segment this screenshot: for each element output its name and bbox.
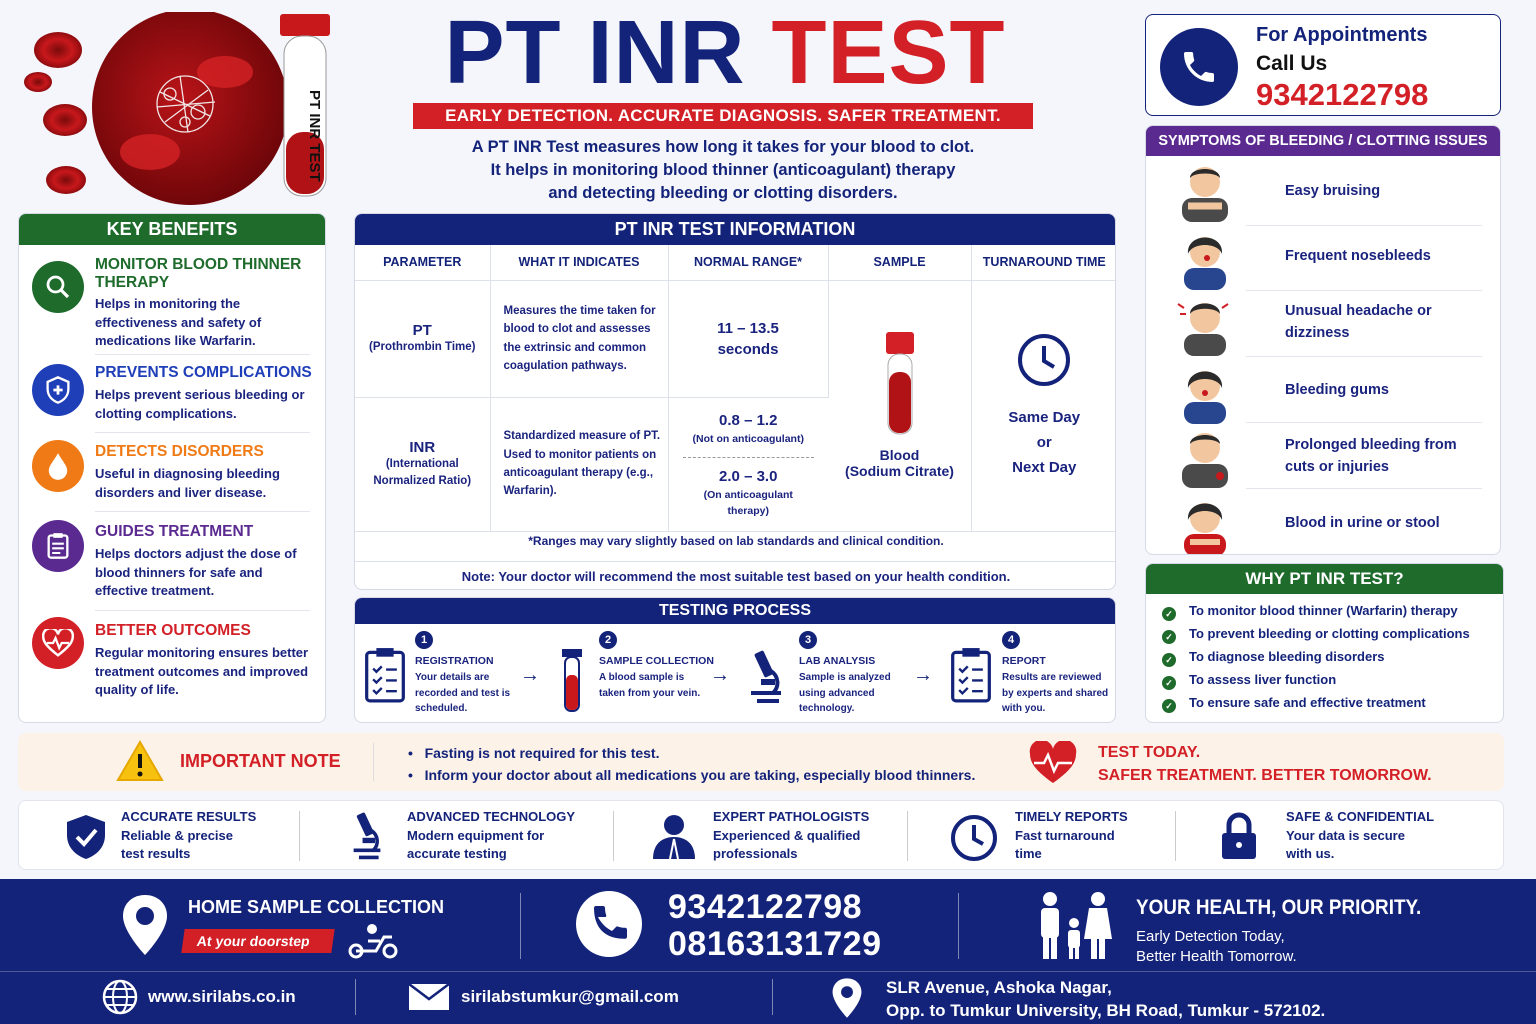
why-item	[1162, 649, 1385, 667]
feature-desc	[1015, 827, 1115, 863]
phone-icon	[1160, 28, 1238, 106]
range-sub: (Not on anticoagulant)	[692, 432, 804, 445]
indicates-cell: Measures the time taken for blood to clot and assesses the extrinsic and common coagulation pathways.	[490, 280, 668, 397]
check-icon: ✓	[1162, 630, 1176, 644]
range-value: 2.0 – 3.0	[719, 467, 778, 485]
why-item	[1162, 603, 1458, 621]
doctor-icon	[651, 813, 697, 861]
parameter-cell	[355, 280, 490, 397]
location-pin-icon	[120, 893, 170, 957]
divider	[1246, 356, 1482, 357]
note-bullet: • Fasting is not required for this test.	[408, 745, 660, 761]
divider	[907, 811, 908, 861]
divider	[95, 354, 310, 355]
important-note-bar	[18, 733, 1504, 791]
parameter-name: INR	[409, 438, 436, 456]
benefit-title: MONITOR BLOOD THINNER THERAPY	[95, 256, 302, 291]
note-text: Fasting is not required for this test.	[424, 745, 660, 761]
feature-desc	[1286, 827, 1405, 863]
priority-text	[1136, 927, 1297, 967]
column-header: WHAT IT INDICATES	[490, 245, 668, 280]
check-icon: ✓	[1162, 653, 1176, 667]
tagline: EARLY DETECTION. ACCURATE DIAGNOSIS. SAFER TREATMENT.	[413, 103, 1033, 129]
important-note-label: IMPORTANT NOTE	[180, 751, 341, 771]
cta-line: SAFER TREATMENT. BETTER TOMORROW.	[1098, 767, 1432, 784]
doorstep-badge: At your doorstep	[181, 929, 334, 953]
sample-cell	[828, 280, 971, 531]
website-link[interactable]: www.sirilabs.co.in	[148, 987, 296, 1006]
benefit-desc: Regular monitoring ensures better treatment outcomes and improved quality of life.	[95, 645, 309, 697]
symptom-text: Blood in urine or stool	[1285, 515, 1440, 531]
divider	[299, 811, 300, 861]
person-pain-icon	[1176, 494, 1234, 555]
drop-icon	[32, 440, 84, 492]
person-cut-icon	[1176, 426, 1234, 488]
feature-title: ADVANCED TECHNOLOGY	[407, 809, 576, 824]
test-information-title: PT INR TEST INFORMATION	[355, 214, 1115, 245]
person-nosebleed-icon	[1176, 228, 1234, 290]
divider	[95, 511, 310, 512]
column-header: PARAMETER	[355, 245, 490, 280]
range-value: 11 – 13.5 seconds	[717, 319, 779, 358]
scooter-icon	[346, 923, 400, 959]
blood-tube-icon	[884, 332, 916, 436]
arrow-right-icon: →	[913, 664, 933, 686]
intro-line: A PT INR Test measures how long it takes for your blood to clot.	[471, 138, 975, 156]
feature-line: Experienced & qualified	[713, 828, 861, 843]
intro-text	[400, 136, 1046, 205]
symptoms-panel	[1145, 125, 1501, 555]
check-icon: ✓	[1162, 676, 1176, 690]
mail-icon	[408, 983, 450, 1011]
step-number: 2	[599, 631, 617, 649]
report-icon	[949, 647, 993, 703]
doctor-note: Note: Your doctor will recommend the most suitable test based on your health condition.	[355, 561, 1116, 590]
magnifier-icon	[32, 261, 84, 313]
person-bruise-icon	[1176, 160, 1234, 222]
why-item	[1162, 695, 1426, 713]
hero-illustration	[20, 12, 340, 207]
clock-icon	[949, 813, 999, 863]
divider	[1175, 811, 1176, 861]
step-number: 3	[799, 631, 817, 649]
symptom-text: Unusual headache or dizziness	[1285, 303, 1432, 341]
heart-pulse-icon	[1028, 741, 1078, 785]
why-item	[1162, 626, 1470, 644]
divider	[1246, 225, 1482, 226]
phone-icon	[576, 891, 642, 957]
divider	[958, 893, 959, 959]
range-cell	[668, 397, 828, 531]
feature-line: Reliable & precise	[121, 828, 233, 843]
step-title: LAB ANALYSIS	[799, 655, 876, 667]
footer	[0, 879, 1536, 1024]
testing-process-title: TESTING PROCESS	[355, 598, 1115, 624]
warning-icon	[116, 740, 164, 782]
symptom-text: Prolonged bleeding from cuts or injuries	[1285, 437, 1457, 475]
feature-desc	[713, 827, 860, 863]
benefit-desc: Helps prevent serious bleeding or clotting complications.	[95, 387, 305, 421]
indicates-cell: Standardized measure of PT. Used to monitor patients on anticoagulant therapy (e.g., Warfarin).	[490, 397, 668, 531]
appointment-phone[interactable]: 9342122798	[1256, 77, 1429, 112]
step-title: REGISTRATION	[415, 655, 494, 667]
home-collection-label: HOME SAMPLE COLLECTION	[188, 897, 444, 917]
priority-line: Early Detection Today,	[1136, 928, 1285, 945]
arrow-right-icon: →	[710, 664, 730, 686]
parameter-sub: (Prothrombin Time)	[369, 340, 476, 353]
turnaround-line: Next Day	[1012, 458, 1077, 476]
priority-line: Better Health Tomorrow.	[1136, 948, 1297, 965]
address-line: Opp. to Tumkur University, BH Road, Tumkur - 572102.	[886, 1001, 1326, 1020]
address	[886, 976, 1325, 1022]
email-link[interactable]: sirilabstumkur@gmail.com	[461, 987, 679, 1006]
feature-desc	[121, 827, 233, 863]
divider	[520, 893, 521, 959]
benefit-title: GUIDES TREATMENT	[95, 523, 254, 540]
why-item	[1162, 672, 1336, 690]
note-bullet: • Inform your doctor about all medications you are taking, especially blood thinners.	[408, 767, 976, 783]
divider	[1246, 290, 1482, 291]
range-cell	[668, 280, 828, 397]
feature-desc	[407, 827, 544, 863]
testing-process-panel	[354, 597, 1116, 723]
divider	[0, 971, 1536, 972]
step-title: SAMPLE COLLECTION	[599, 655, 714, 667]
sample-type: Blood	[879, 447, 920, 463]
turnaround-line: Same Day	[1008, 408, 1081, 426]
note-text: Inform your doctor about all medications you are taking, especially blood thinners.	[424, 767, 976, 783]
column-header: SAMPLE	[828, 245, 971, 280]
check-icon: ✓	[1162, 607, 1176, 621]
why-text: To diagnose bleeding disorders	[1189, 649, 1385, 664]
step-desc: A blood sample is taken from your vein.	[599, 672, 701, 699]
range-value: 0.8 – 1.2	[719, 411, 778, 429]
feature-line: professionals	[713, 846, 798, 861]
turnaround-cell	[971, 280, 1116, 531]
step-desc: Your details are recorded and test is scheduled.	[415, 672, 511, 714]
divider	[373, 743, 374, 781]
globe-icon	[102, 979, 138, 1015]
arrow-right-icon: →	[520, 664, 540, 686]
why-text: To ensure safe and effective treatment	[1189, 695, 1426, 710]
test-information-panel	[354, 213, 1116, 590]
feature-line: Modern equipment for	[407, 828, 545, 843]
benefit-title: PREVENTS COMPLICATIONS	[95, 364, 312, 381]
person-headache-icon	[1176, 294, 1234, 356]
turnaround-line: or	[1036, 433, 1052, 451]
step-desc: Results are reviewed by experts and shared with you.	[1002, 672, 1109, 714]
feature-line: test results	[121, 846, 191, 861]
range-note: *Ranges may vary slightly based on lab standards and clinical condition.	[528, 534, 944, 548]
feature-title: ACCURATE RESULTS	[121, 809, 257, 824]
test-information-table	[355, 245, 1116, 532]
divider	[95, 432, 310, 433]
symptom-text: Easy bruising	[1285, 183, 1381, 199]
symptom-text: Bleeding gums	[1285, 382, 1389, 398]
features-bar	[18, 800, 1504, 870]
table-row	[355, 280, 1116, 397]
call-us-label: Call Us	[1256, 52, 1328, 75]
benefit-desc: Helps in monitoring the effectiveness and safety of medications like Warfarin.	[95, 296, 262, 348]
feature-line: Fast turnaround	[1015, 828, 1115, 843]
symptom-text: Frequent nosebleeds	[1285, 248, 1431, 264]
divider	[355, 979, 356, 1015]
clipboard-icon	[363, 647, 407, 703]
appointments-box[interactable]	[1145, 14, 1501, 116]
intro-line: It helps in monitoring blood thinner (anticoagulant) therapy	[490, 161, 956, 179]
feature-line: accurate testing	[407, 846, 507, 861]
parameter-sub: (International Normalized Ratio)	[373, 457, 472, 487]
feature-title: SAFE & CONFIDENTIAL	[1286, 809, 1435, 824]
location-pin-icon	[830, 977, 864, 1019]
symptoms-title: SYMPTOMS OF BLEEDING / CLOTTING ISSUES	[1146, 126, 1500, 156]
why-text: To assess liver function	[1189, 672, 1337, 687]
title-part2: TEST	[771, 3, 1006, 103]
divider	[613, 811, 614, 861]
benefit-title: DETECTS DISORDERS	[95, 443, 264, 460]
key-benefits-title: KEY BENEFITS	[19, 214, 325, 245]
shield-check-icon	[63, 813, 109, 861]
feature-line: time	[1015, 846, 1042, 861]
why-test-title: WHY PT INR TEST?	[1146, 564, 1503, 594]
step-title: REPORT	[1002, 655, 1046, 667]
divider	[1246, 488, 1482, 489]
benefit-desc: Useful in diagnosing bleeding disorders and liver disease.	[95, 466, 280, 500]
footer-phone-1[interactable]: 9342122798	[668, 888, 863, 926]
title-part1: PT INR	[444, 3, 746, 103]
feature-line: with us.	[1286, 846, 1335, 861]
intro-line: and detecting bleeding or clotting disorders.	[548, 184, 898, 202]
divider	[95, 610, 310, 611]
step-number: 4	[1002, 631, 1020, 649]
sample-sub: (Sodium Citrate)	[845, 463, 954, 479]
shield-icon	[32, 364, 84, 416]
footer-phone-2[interactable]: 08163131729	[668, 925, 882, 963]
check-icon: ✓	[1162, 699, 1176, 713]
lock-icon	[1219, 811, 1259, 861]
page-title	[360, 3, 1090, 103]
clipboard-icon	[32, 520, 84, 572]
benefit-title: BETTER OUTCOMES	[95, 622, 251, 639]
feature-title: EXPERT PATHOLOGISTS	[713, 809, 870, 824]
person-gums-icon	[1176, 362, 1234, 424]
why-text: To prevent bleeding or clotting complications	[1189, 626, 1470, 641]
key-benefits-panel	[18, 213, 326, 723]
range-sub: (On anticoagulant therapy)	[703, 488, 793, 517]
priority-heading: YOUR HEALTH, OUR PRIORITY.	[1136, 896, 1422, 919]
why-test-panel	[1145, 563, 1504, 723]
feature-title: TIMELY REPORTS	[1015, 809, 1128, 824]
microscope-icon	[743, 649, 789, 705]
clock-icon	[1016, 332, 1072, 388]
appointments-label: For Appointments	[1256, 24, 1428, 46]
address-line: SLR Avenue, Ashoka Nagar,	[886, 978, 1112, 997]
blood-tube-icon	[559, 649, 585, 713]
family-icon	[1034, 891, 1114, 961]
microscope-icon	[343, 811, 391, 861]
feature-line: Your data is secure	[1286, 828, 1405, 843]
column-header: NORMAL RANGE*	[668, 245, 828, 280]
step-desc: Sample is analyzed using advanced technology.	[799, 672, 891, 714]
column-header: TURNAROUND TIME	[971, 245, 1116, 280]
divider	[683, 457, 815, 458]
tube-label: PT INR TEST	[306, 90, 323, 182]
divider	[1246, 422, 1482, 423]
divider	[772, 979, 773, 1015]
parameter-cell	[355, 397, 490, 531]
benefit-desc: Helps doctors adjust the dose of blood thinners for safe and effective treatment.	[95, 546, 297, 598]
heart-pulse-icon	[32, 617, 84, 669]
cta-line: TEST TODAY.	[1098, 744, 1201, 761]
why-text: To monitor blood thinner (Warfarin) therapy	[1189, 603, 1458, 618]
step-number: 1	[415, 631, 433, 649]
parameter-name: PT	[412, 321, 432, 339]
